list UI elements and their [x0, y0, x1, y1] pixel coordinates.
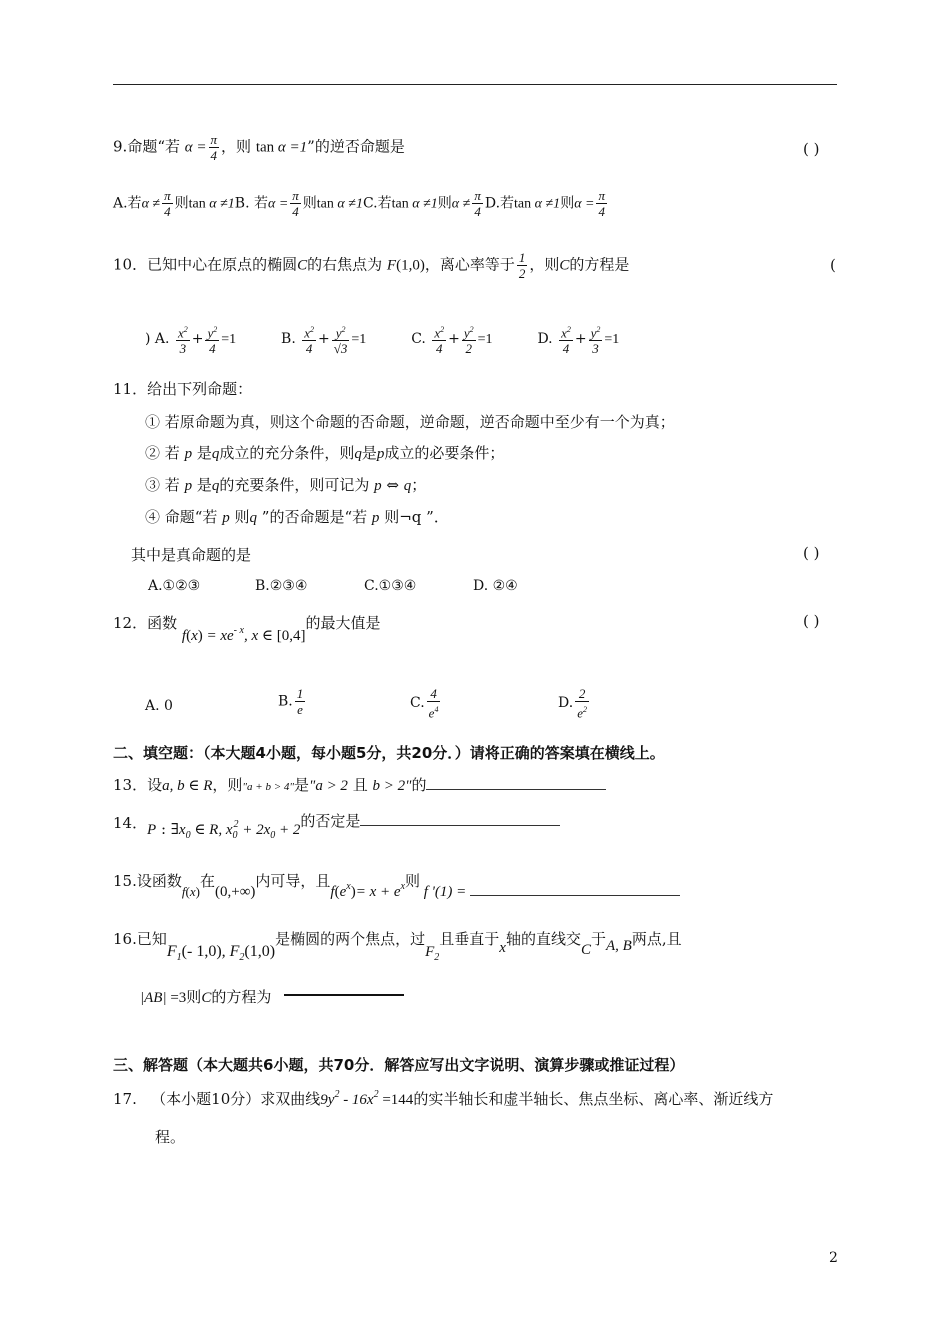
- question-10-options: ) A. $\frac{x^2}{3}$ + $\frac{y^2}{4}$ =1 B. $\frac{x^2}{4}$ + $\frac{y^2}{√3}$ =1 C. $\frac{x^2}{4}$ + $\frac{y^2}{2}$ =1 D. $\frac{x^2}{4}$ + $\frac{y^2}{3}$ =1: [145, 322, 619, 356]
- q12-option-b: B. $\frac{1}{e}$: [278, 686, 304, 717]
- question-17: 17. （本小题10分）求双曲线$9y^2 - 16x^2 =144$的实半轴长和虚半轴长、焦点坐标、离心率、渐近线方: [113, 1089, 774, 1108]
- q11-item-4: ④ 命题“若 p 则q ”的否命题是“若 p 则¬q ”．: [145, 508, 449, 526]
- question-13: 13．设a, b ∈ R，则"a + b > 4"是"a > 2 且 b > 2"的: [113, 774, 606, 795]
- section-2-heading: 二、填空题：（本大题4小题，每小题5分，共20分．）请将正确的答案填在横线上。: [113, 744, 665, 762]
- section-3-heading: 三、解答题（本大题共6小题，共70分．解答应写出文字说明、演算步骤或推证过程）: [113, 1056, 685, 1074]
- question-9-options: A.若α ≠ $\frac{\pi}{4}$ 则tan α ≠1B. 若α = $\frac{\pi}{4}$ 则tan α ≠1C.若tan α ≠1则α ≠ $\frac{\pi}{4}$ D.若tan α ≠1则α = $\frac{\pi}{4}$: [113, 188, 605, 219]
- q11-option-c: C.①③④: [364, 578, 417, 594]
- q11-item-3: ③ 若 p 是q的充要条件，则可记为 p ⇔ q；: [145, 476, 427, 494]
- q11-option-a: A.①②③: [148, 578, 201, 594]
- answer-bracket-9: ( ): [803, 140, 820, 158]
- answer-bracket-10-open: (: [830, 256, 836, 274]
- q11-ask: 其中是真命题的是: [131, 546, 252, 564]
- q11-option-b: B.②③④: [255, 578, 308, 594]
- question-14: 14．: [113, 814, 148, 832]
- page-number: 2: [829, 1250, 838, 1266]
- header-rule: [113, 84, 837, 85]
- q11-item-1: ① 若原命题为真，则这个命题的否命题，逆命题，逆否命题中至少有一个为真；: [145, 413, 675, 431]
- question-14-body: P : $\exists x_0$ ∈ R, $x_0^2 + 2x_0 + 2$的否定是: [147, 818, 560, 841]
- answer-bracket-11: ( ): [803, 544, 820, 562]
- question-10: 10．已知中心在原点的椭圆C的右焦点为 F(1,0)，离心率等于 $\frac{1}{2}$ ，则C的方程是: [113, 250, 630, 281]
- q11-option-d: D. ②④: [473, 578, 518, 594]
- q12-option-c: C. $\frac{4}{e^4}$: [410, 686, 439, 721]
- question-11: 11．给出下列命题：: [113, 380, 253, 398]
- question-9: 9.命题“若 α = $\frac{\pi}{4}$ ，则 tan α =1”的逆否命题是: [113, 132, 405, 163]
- q12-option-d: D. $\frac{2}{e^2}$: [558, 686, 587, 721]
- question-16-line-2: |AB| =3则C的方程为: [140, 986, 404, 1007]
- question-15: 15.设函数f(x)在(0,+∞)内可导，且$f(e^x)= x + e^x$则 f '(1) =: [113, 870, 680, 891]
- q11-item-2: ② 若 p 是q成立的充分条件，则q是p成立的必要条件；: [145, 444, 505, 462]
- answer-bracket-12: ( ): [803, 612, 820, 630]
- question-16: 16.已知$F_1(-$ 1,0), $F_2(1,0)$是椭圆的两个焦点，过$F_2$且垂直于x轴的直线交C于A, B两点,且: [113, 930, 682, 963]
- q12-option-a: A. 0: [145, 698, 173, 714]
- question-12: 12．函数 $f(x) = xe^{- x}$, x ∈ [0,4]的最大值是: [113, 614, 381, 644]
- question-17-cont: 程。: [155, 1128, 186, 1146]
